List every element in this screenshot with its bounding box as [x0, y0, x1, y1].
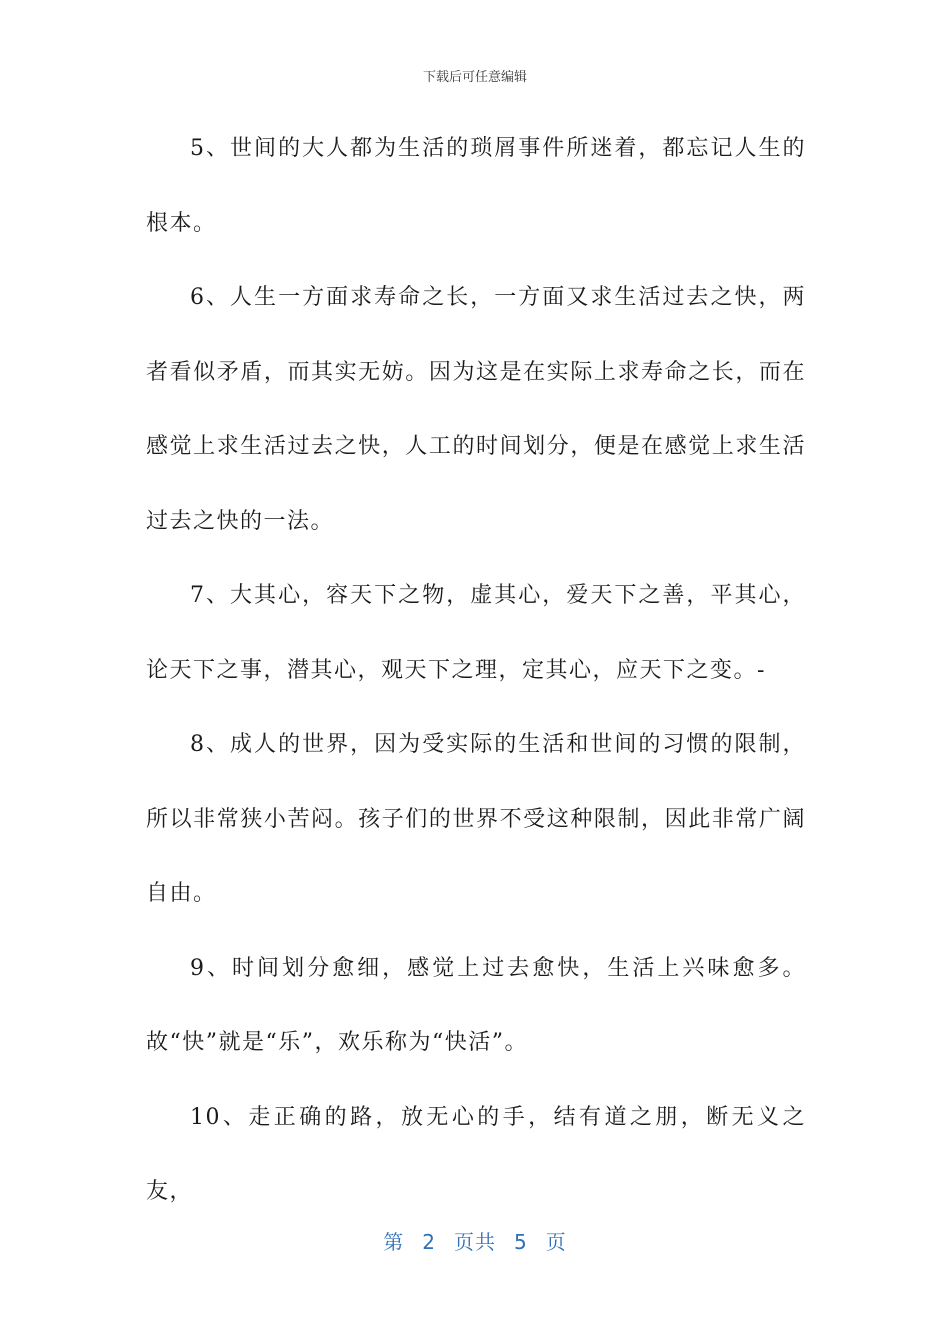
quote-paragraph-9: 9、时间划分愈细，感觉上过去愈快，生活上兴味愈多。故“快”就是“乐”，欢乐称为“快活”。 — [146, 955, 806, 1055]
page-header-note: 下载后可任意编辑 — [422, 70, 527, 85]
quote-paragraph-5: 5、世间的大人都为生活的琐屑事件所迷着，都忘记人生的根本。 — [146, 136, 806, 236]
quote-paragraph-6: 6、人生一方面求寿命之长，一方面又求生活过去之快，两者看似矛盾，而其实无妨。因为这是在实际上求寿命之长，而在感觉上求生活过去之快，人工的时间划分，便是在感觉上求生活过去之快的一法。 — [146, 285, 806, 534]
page-number-footer — [0, 1226, 950, 1255]
quote-paragraph-7: 7、大其心，容天下之物，虚其心，爱天下之善，平其心，论天下之事，潜其心，观天下之理，定其心，应天下之变。- — [146, 583, 806, 683]
quote-paragraph-8: 8、成人的世界，因为受实际的生活和世间的习惯的限制，所以非常狭小苦闷。孩子们的世界不受这种限制，因此非常广阔自由。 — [146, 732, 806, 906]
quote-paragraph-10: 10、走正确的路，放无心的手，结有道之朋，断无义之友， — [146, 1104, 806, 1204]
footer-total-pages: 5 — [514, 1230, 528, 1254]
footer-current-page: 2 — [422, 1230, 436, 1254]
footer-suffix: 页 — [545, 1230, 567, 1254]
footer-middle: 页共 — [454, 1230, 496, 1254]
footer-prefix: 第 — [383, 1230, 405, 1254]
document-body — [146, 112, 806, 1230]
